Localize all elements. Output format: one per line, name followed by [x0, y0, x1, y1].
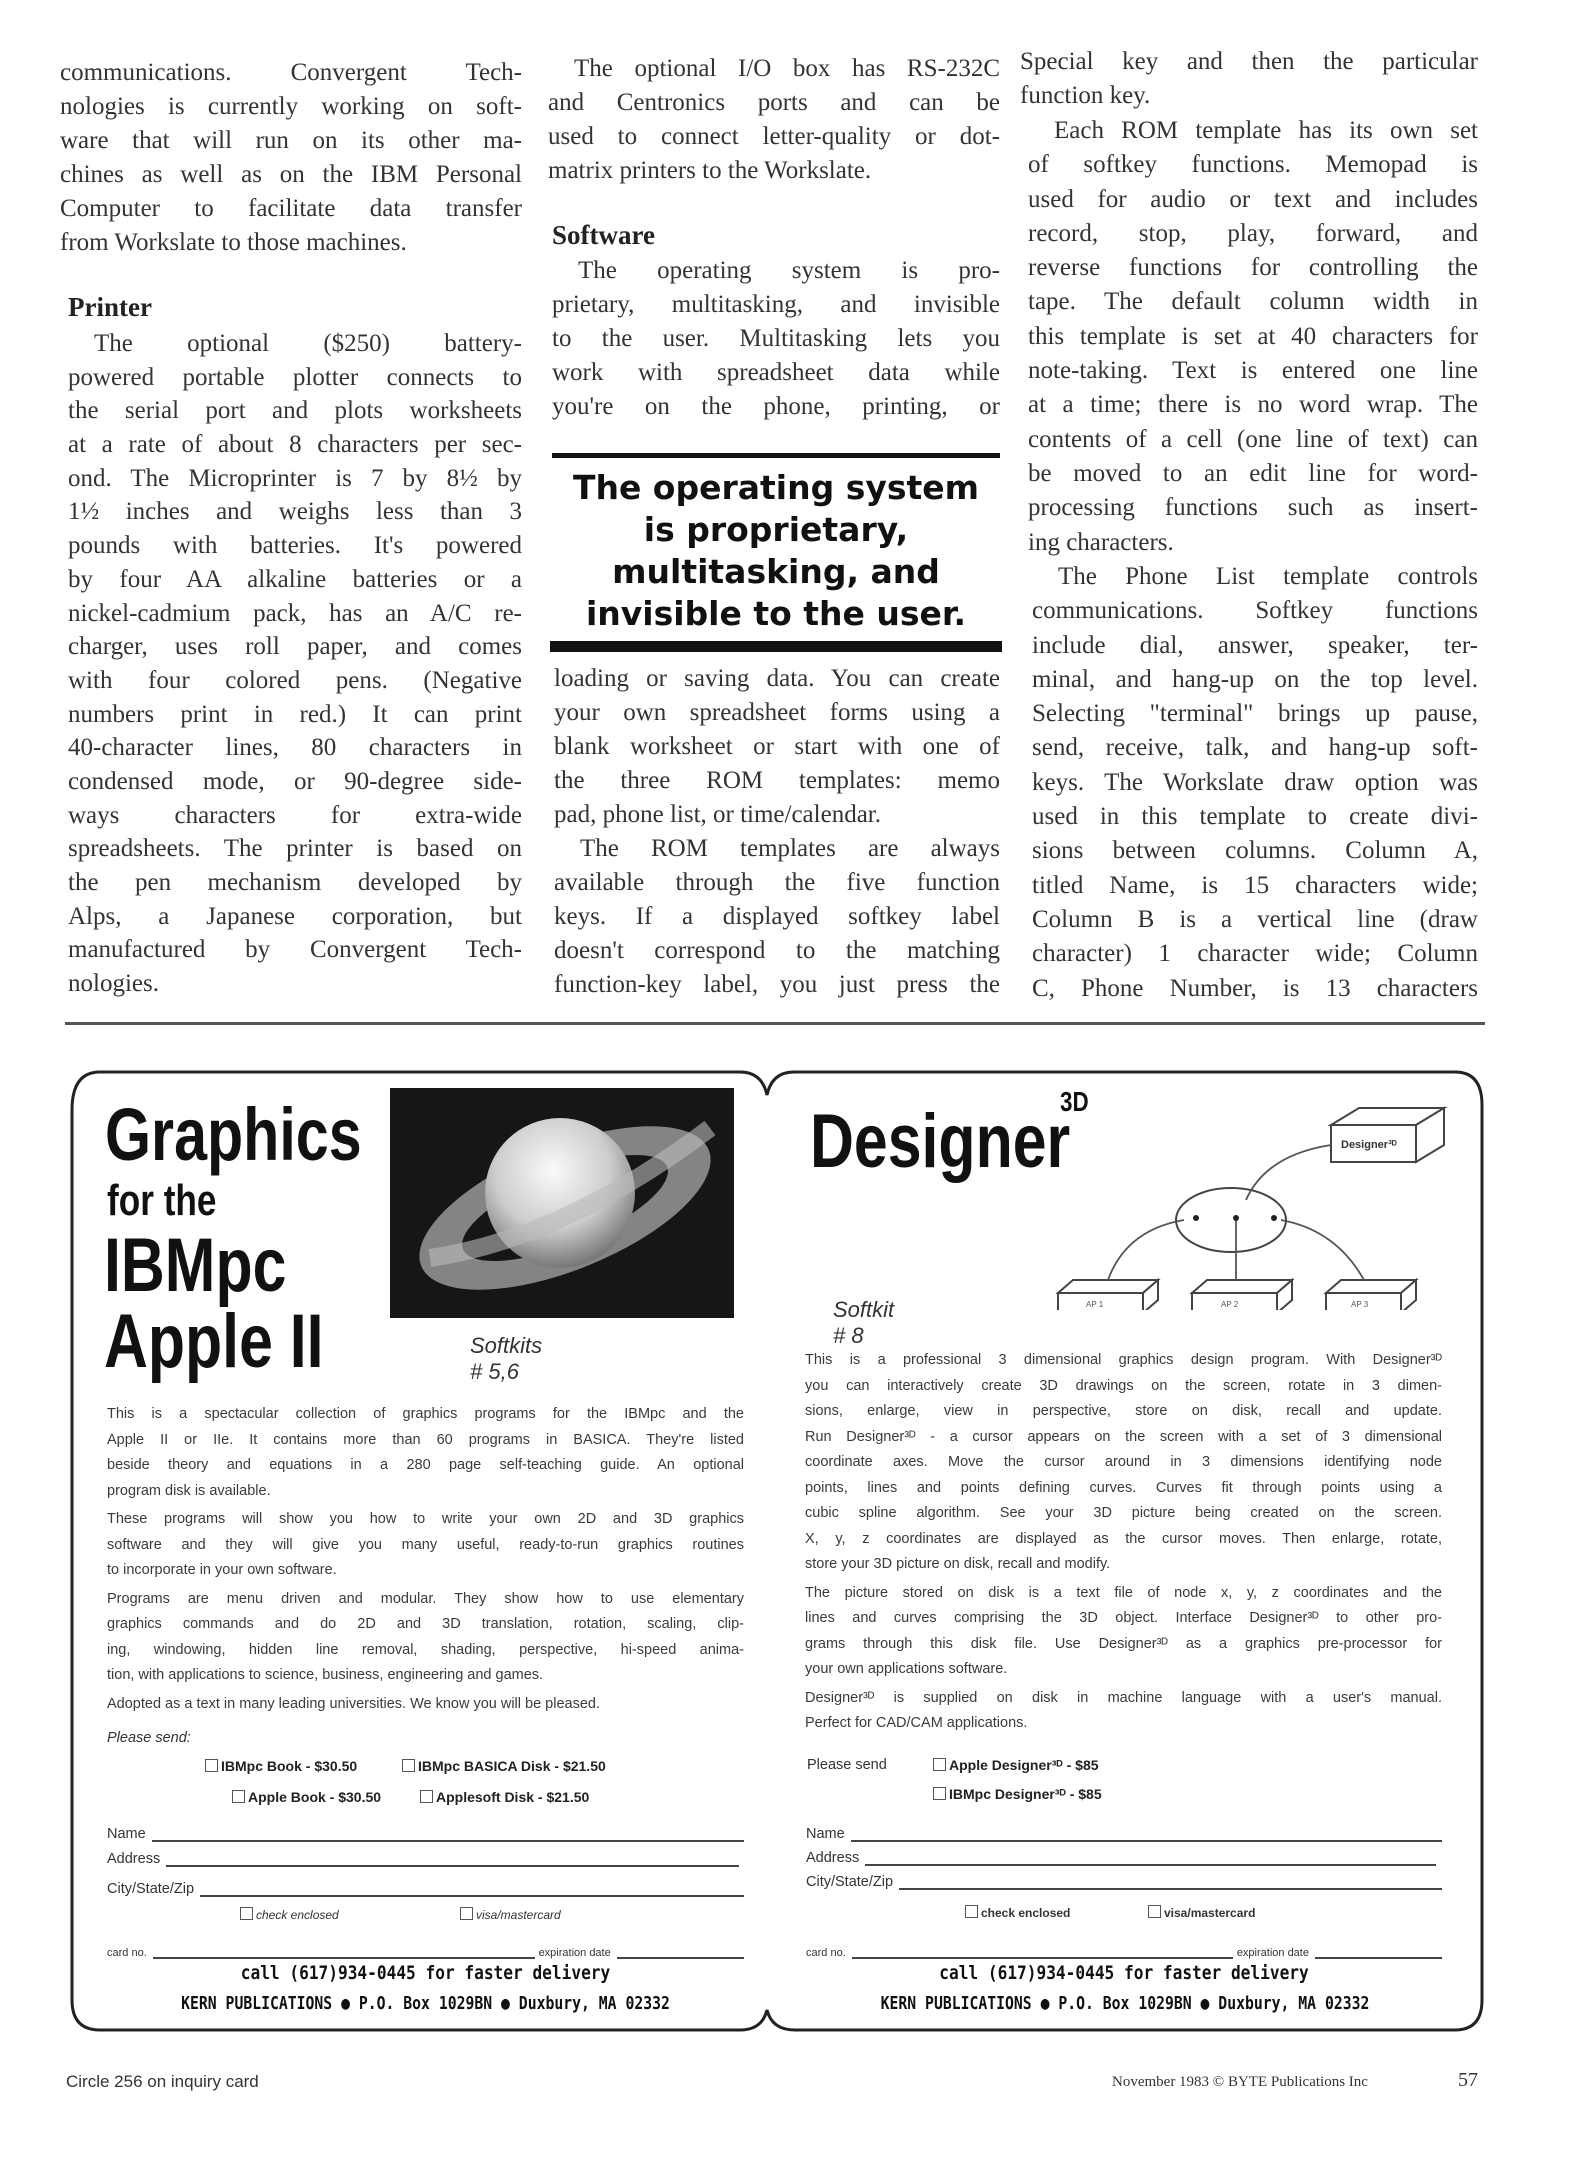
please-send-label: Please send: — [107, 1730, 191, 1746]
visa-mastercard-option — [460, 1907, 561, 1922]
text-line: nologies is currently working on soft- — [60, 93, 522, 120]
text-line: Selecting "terminal" brings up pause, — [1032, 700, 1478, 728]
text-line: nologies. — [68, 970, 159, 998]
ad-text-line: to incorporate in your own software. — [107, 1562, 337, 1578]
please-send-label: Please send — [807, 1757, 887, 1773]
text-line: and Centronics ports and can be — [548, 89, 1000, 116]
ad-text-line: you can interactively create 3D drawings on the screen, rotate in 3 dimen- — [805, 1377, 1442, 1394]
text-line: ware that will run on its other ma- — [60, 127, 522, 154]
checkbox-icon — [1148, 1905, 1161, 1918]
text-line: Column B is a vertical line (draw — [1032, 905, 1478, 933]
text-line: by four AA alkaline batteries or a — [68, 565, 522, 593]
ad-text-line: This is a professional 3 dimensional graphics design program. With Designer³ᴰ — [805, 1352, 1442, 1368]
field-line — [617, 1941, 744, 1959]
ad-text-line: This is a spectacular collection of graphics programs for the IBMpc and the — [107, 1406, 744, 1422]
ad-text-line: sions, enlarge, view in perspective, store on disk, recall and update. — [805, 1403, 1442, 1419]
text-line: at a time; there is no word wrap. The — [1028, 391, 1478, 419]
text-line: the three ROM templates: memo — [554, 767, 1000, 794]
text-line: used for audio or text and includes — [1028, 185, 1478, 213]
ad-text-line: store your 3D picture on disk, recall and modify. — [805, 1556, 1111, 1572]
field-line — [166, 1849, 739, 1867]
diagram-box-label: AP 2 — [1221, 1300, 1239, 1309]
paragraph-gap — [805, 1737, 1442, 1740]
checkbox-icon — [232, 1790, 245, 1803]
text-line: charger, uses roll paper, and comes — [68, 633, 522, 661]
order-option — [420, 1789, 589, 1805]
text-line: Alps, a Japanese corporation, but — [68, 902, 522, 930]
pull-quote-line: The operating system — [572, 468, 980, 507]
page-number: 57 — [1458, 2069, 1478, 2091]
ad-text-line: lines and curves comprising the 3D object. Interface Designer³ᴰ to other pro- — [805, 1610, 1442, 1626]
text-line: matrix printers to the Workslate. — [548, 157, 872, 184]
text-line: doesn't correspond to the matching — [554, 937, 1000, 964]
ad-text-line: These programs will show you how to write your own 2D and 3D graphics — [107, 1511, 744, 1527]
section-heading-printer: Printer — [68, 292, 152, 322]
text-line: with four colored pens. (Negative — [68, 666, 522, 694]
text-line: minal, and hang-up on the top level. — [1032, 665, 1478, 693]
text-line: ing characters. — [1028, 528, 1174, 556]
ad-text-line: graphics commands and do 2D and 3D translation, rotation, scaling, clip- — [107, 1616, 744, 1632]
text-line: used to connect letter-quality or dot- — [548, 123, 1000, 150]
text-line: Each ROM template has its own set — [1054, 117, 1478, 144]
checkbox-icon — [205, 1759, 218, 1772]
field-line — [852, 1941, 1233, 1959]
publisher-address: KERN PUBLICATIONS ● P.O. Box 1029BN ● Duxbury, MA 02332 — [181, 1993, 670, 2014]
publisher-address: KERN PUBLICATIONS ● P.O. Box 1029BN ● Duxbury, MA 02332 — [880, 1993, 1370, 2014]
field-label: card no. — [107, 1947, 147, 1959]
text-line: keys. The Workslate draw option was — [1032, 768, 1478, 796]
text-line: contents of a cell (one line of text) can — [1028, 425, 1478, 453]
text-line: 1½ inches and weighs less than 3 — [68, 498, 522, 526]
field-label: Name — [107, 1826, 146, 1842]
field-line — [899, 1872, 1442, 1890]
checkbox-icon — [420, 1790, 433, 1803]
phone-call-line: call (617)934-0445 for faster delivery — [240, 1962, 611, 1984]
text-line: record, stop, play, forward, and — [1028, 219, 1478, 247]
field-line — [200, 1879, 744, 1897]
text-line: available through the five function — [554, 869, 1000, 896]
ad-text-line: coordinate axes. Move the cursor around in 3 dimensions identifying node — [805, 1454, 1442, 1470]
text-line: to the user. Multitasking lets you — [552, 325, 1000, 352]
checkbox-icon — [933, 1787, 946, 1800]
text-line: prietary, multitasking, and invisible — [552, 291, 1000, 318]
checkbox-icon — [240, 1907, 253, 1920]
option-label: visa/mastercard — [1164, 1906, 1256, 1920]
ad-title-graphics: Graphics — [105, 1093, 362, 1176]
ad-graphics-body — [107, 1402, 744, 1720]
text-line: pad, phone list, or time/calendar. — [554, 801, 881, 828]
text-line: Computer to facilitate data transfer — [60, 195, 522, 222]
inquiry-card-note: Circle 256 on inquiry card — [66, 2072, 259, 2091]
checkbox-icon — [933, 1758, 946, 1771]
checkbox-icon — [965, 1905, 978, 1918]
check-enclosed-option — [965, 1905, 1070, 1920]
text-line: sions between columns. Column A, — [1032, 837, 1478, 865]
text-line: of softkey functions. Memopad is — [1028, 151, 1478, 179]
ad-text-line: tion, with applications to science, business, engineering and games. — [107, 1667, 544, 1683]
option-label: IBMpc Book - $30.50 — [221, 1758, 358, 1774]
ad-text-line: Programs are menu driven and modular. They show how to use elementary — [107, 1590, 744, 1607]
option-label: Apple Book - $30.50 — [248, 1789, 382, 1805]
text-line: The optional ($250) battery- — [94, 330, 522, 357]
ad-caption-softkit: Softkit # 8 — [833, 1297, 895, 1348]
text-line: the pen mechanism developed by — [68, 869, 522, 896]
text-line: communications. Convergent Tech- — [60, 59, 522, 86]
ad-text-line: X, y, z coordinates are displayed as the cursor moves. Then enlarge, rotate, — [805, 1530, 1442, 1547]
address-field — [107, 1843, 739, 1867]
ad-text-line: Apple II or IIe. It contains more than 60 programs in BASICA. They're listed — [107, 1431, 744, 1448]
phone-call-line: call (617)934-0445 for faster delivery — [939, 1962, 1309, 1984]
field-label: Name — [806, 1826, 845, 1842]
ad-text-line: software and they will give you many useful, ready-to-run graphics routines — [107, 1536, 744, 1553]
order-option — [402, 1758, 606, 1774]
text-line: processing functions such as insert- — [1028, 494, 1478, 522]
text-line: The optional I/O box has RS-232C — [574, 55, 1000, 82]
text-line: condensed mode, or 90-degree side- — [68, 767, 522, 795]
order-option — [205, 1758, 357, 1774]
text-line: include dial, answer, speaker, ter- — [1032, 631, 1478, 659]
diagram-main-box-label: Designer³ᴰ — [1341, 1139, 1397, 1151]
order-option — [232, 1789, 381, 1805]
pull-quote-line: multitasking, and — [612, 552, 940, 591]
field-label: card no. — [806, 1947, 846, 1959]
text-line: The Phone List template controls — [1058, 563, 1478, 590]
option-label: Apple Designer³ᴰ - $85 — [949, 1757, 1099, 1773]
text-line: The operating system is pro- — [578, 257, 1000, 284]
ad-designer-body — [805, 1348, 1442, 1740]
field-line — [153, 1941, 535, 1959]
text-line: used in this template to create divi- — [1032, 803, 1478, 831]
text-line: manufactured by Convergent Tech- — [68, 936, 522, 964]
ad-title-apple: Apple II — [104, 1299, 324, 1384]
text-line: be moved to an edit line for word- — [1028, 459, 1478, 487]
city-state-zip-field — [107, 1873, 744, 1897]
copyright-credit: November 1983 © BYTE Publications Inc — [1112, 2074, 1368, 2090]
text-line: function key. — [1020, 82, 1151, 110]
text-line: communications. Softkey functions — [1032, 597, 1478, 625]
field-label: City/State/Zip — [107, 1881, 195, 1897]
text-line: C, Phone Number, is 13 characters — [1032, 974, 1478, 1002]
order-option — [933, 1786, 1102, 1802]
card-number-field — [107, 1935, 744, 1959]
paragraph-gap — [107, 1717, 744, 1720]
text-line: nickel-cadmium pack, has an A/C re- — [68, 599, 522, 627]
text-line: the serial port and plots worksheets — [68, 397, 522, 425]
option-label: IBMpc Designer³ᴰ - $85 — [949, 1786, 1102, 1802]
text-line: you're on the phone, printing, or — [552, 393, 1000, 420]
ad-text-line: points, lines and points defining curves. Curves fit through points using a — [805, 1479, 1442, 1496]
card-number-field — [806, 1935, 1442, 1959]
saturn-image — [390, 1088, 734, 1318]
text-line: spreadsheets. The printer is based on — [68, 835, 522, 863]
ad-title-3d: 3D — [1060, 1086, 1089, 1117]
checkbox-icon — [460, 1907, 473, 1920]
text-line: your own spreadsheet forms using a — [554, 699, 1000, 726]
ad-text-line: ing, windowing, hidden line removal, shading, perspective, hi-speed anima- — [107, 1641, 744, 1658]
city-state-zip-field — [806, 1866, 1442, 1890]
text-line: 40-character lines, 80 characters in — [68, 734, 522, 762]
text-line: character) 1 character wide; Column — [1032, 940, 1478, 968]
text-line: send, receive, talk, and hang-up soft- — [1032, 734, 1478, 762]
check-enclosed-option — [240, 1907, 339, 1922]
ad-text-line: cubic spline algorithm. See your 3D picture being created on the screen. — [805, 1505, 1442, 1521]
ad-text-line: Perfect for CAD/CAM applications. — [805, 1715, 1028, 1731]
text-line: this template is set at 40 characters for — [1028, 322, 1478, 350]
order-option — [933, 1757, 1099, 1773]
designer-diagram — [1046, 1100, 1456, 1310]
name-field — [806, 1818, 1442, 1842]
name-field — [107, 1818, 744, 1842]
option-label: check enclosed — [256, 1908, 339, 1922]
field-label: expiration date — [538, 1947, 611, 1959]
address-field — [806, 1842, 1436, 1866]
field-line — [1315, 1941, 1442, 1959]
ad-text-line: grams through this disk file. Use Designer³ᴰ as a graphics pre-processor for — [805, 1635, 1442, 1652]
option-label: Applesoft Disk - $21.50 — [436, 1789, 590, 1805]
ad-text-line: Adopted as a text in many leading universities. We know you will be pleased. — [107, 1695, 601, 1712]
pull-quote-line: invisible to the user. — [585, 594, 967, 633]
text-line: Special key and then the particular — [1020, 48, 1478, 75]
ad-text-line: program disk is available. — [107, 1482, 271, 1499]
text-line: ond. The Microprinter is 7 by 8½ by — [68, 464, 522, 492]
text-line: from Workslate to those machines. — [60, 229, 407, 256]
ad-title-designer: Designer — [810, 1099, 1071, 1184]
text-line: keys. If a displayed softkey label — [554, 903, 1000, 930]
field-label: expiration date — [1236, 1947, 1309, 1959]
checkbox-icon — [402, 1759, 415, 1772]
text-line: function-key label, you just press the — [554, 971, 1000, 998]
ad-caption-softkits: Softkits # 5,6 — [470, 1333, 543, 1384]
diagram-box-label: AP 1 — [1086, 1300, 1104, 1309]
option-label: visa/mastercard — [476, 1908, 561, 1922]
diagram-box-label: AP 3 — [1351, 1300, 1369, 1309]
ad-text-line: The picture stored on disk is a text file of node x, y, z coordinates and the — [805, 1584, 1442, 1601]
text-line: tape. The default column width in — [1028, 288, 1478, 316]
field-label: Address — [806, 1850, 860, 1866]
ad-title-ibmpc: IBMpc — [104, 1223, 287, 1308]
text-line: at a rate of about 8 characters per sec- — [68, 431, 522, 459]
option-label: IBMpc BASICA Disk - $21.50 — [418, 1758, 606, 1774]
section-heading-software: Software — [552, 220, 655, 250]
option-label: check enclosed — [981, 1906, 1071, 1920]
text-line: loading or saving data. You can create — [554, 665, 1000, 692]
text-line: powered portable plotter connects to — [68, 363, 522, 391]
text-line: note-taking. Text is entered one line — [1028, 357, 1478, 385]
field-line — [865, 1848, 1436, 1866]
text-line: pounds with batteries. It's powered — [68, 532, 522, 560]
field-line — [152, 1824, 744, 1842]
text-line: numbers print in red.) It can print — [68, 700, 522, 728]
pull-quote-line: is proprietary, — [643, 510, 909, 549]
visa-mastercard-option — [1148, 1905, 1255, 1920]
text-line: reverse functions for controlling the — [1028, 254, 1478, 282]
text-line: chines as well as on the IBM Personal — [60, 161, 522, 188]
ad-text-line: beside theory and equations in a 280 page self-teaching guide. An optional — [107, 1457, 744, 1473]
text-line: work with spreadsheet data while — [552, 359, 1000, 386]
ad-title-for-the: for the — [107, 1176, 217, 1225]
field-label: City/State/Zip — [806, 1874, 894, 1890]
ad-text-line: Designer³ᴰ is supplied on disk in machine language with a user's manual. — [805, 1689, 1442, 1706]
ad-text-line: Run Designer³ᴰ - a cursor appears on the screen with a set of 3 dimensional — [805, 1428, 1442, 1445]
text-line: titled Name, is 15 characters wide; — [1032, 871, 1478, 899]
ad-text-line: your own applications software. — [805, 1661, 1008, 1677]
field-line — [851, 1824, 1442, 1842]
field-label: Address — [107, 1851, 161, 1867]
text-line: ways characters for extra-wide — [68, 801, 522, 829]
text-line: The ROM templates are always — [580, 835, 1000, 862]
text-line: blank worksheet or start with one of — [554, 733, 1000, 760]
